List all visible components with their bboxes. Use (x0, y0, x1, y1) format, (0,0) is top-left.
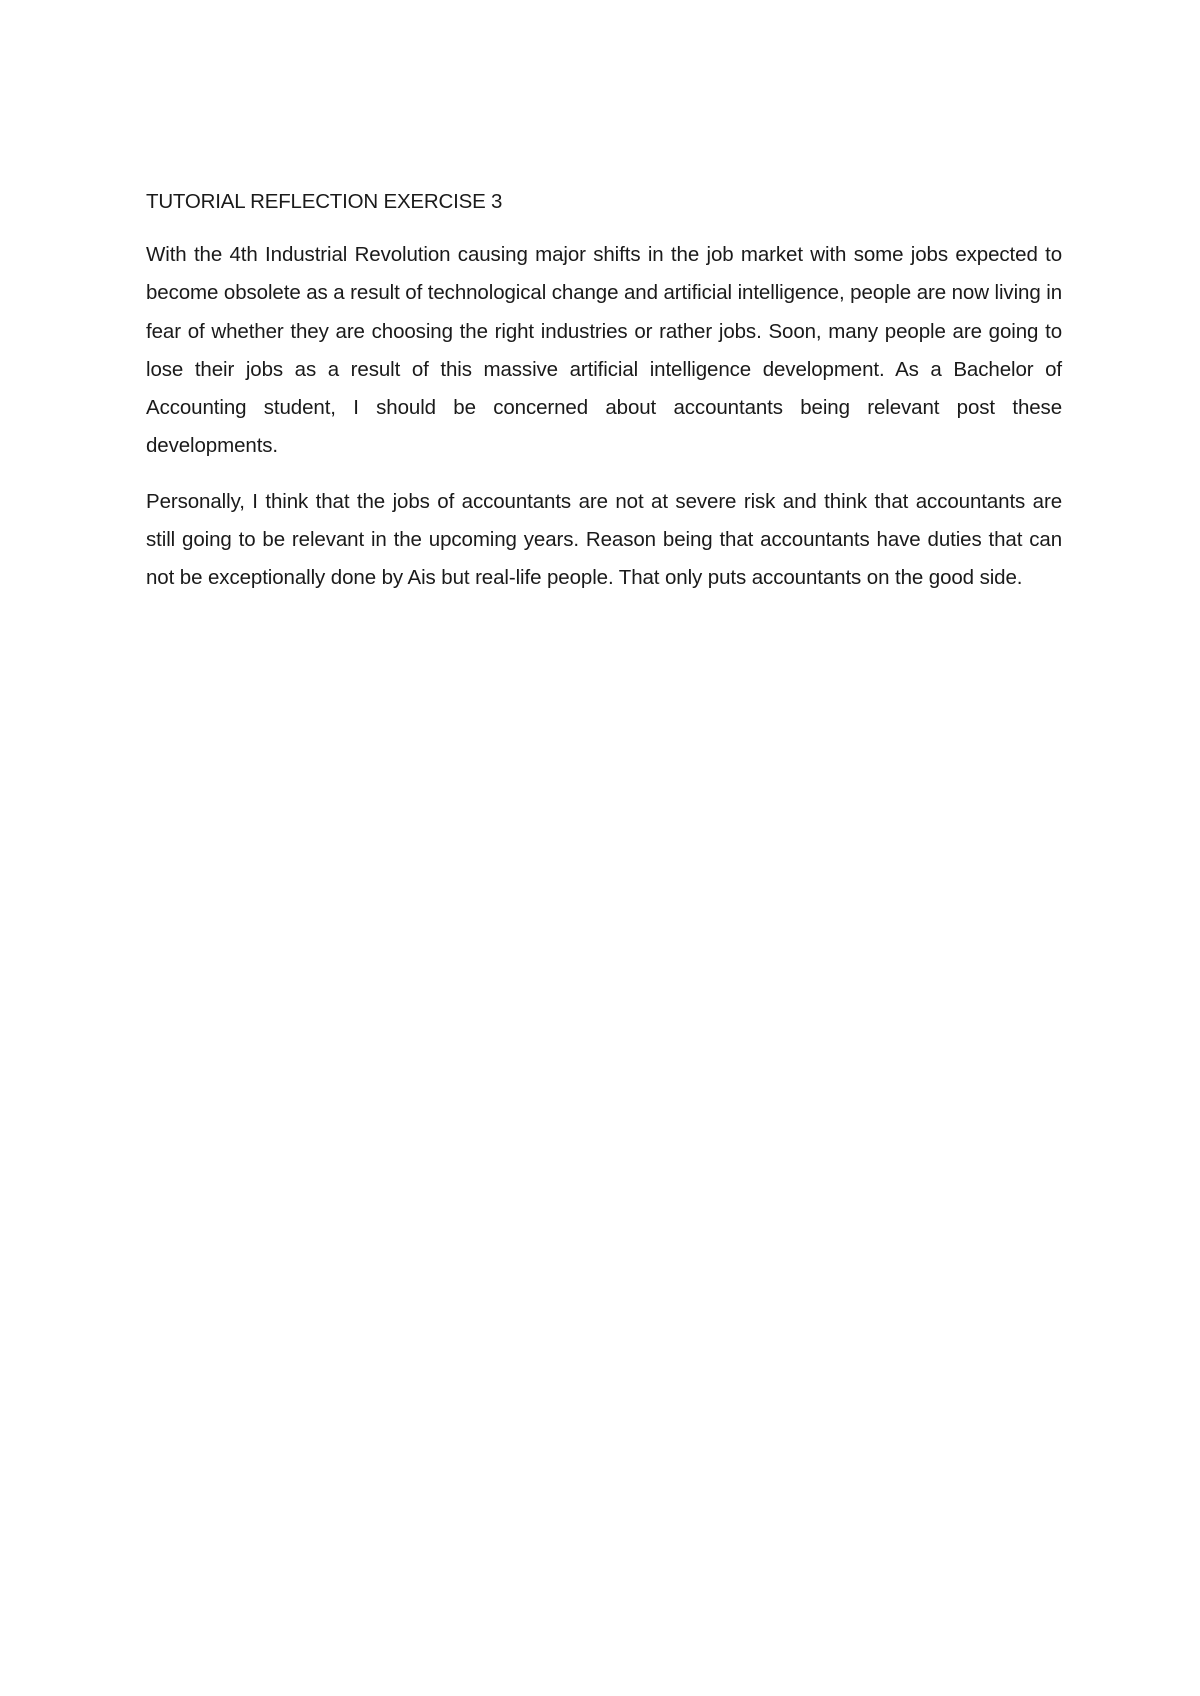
document-body (146, 186, 1062, 598)
document-title: TUTORIAL REFLECTION EXERCISE 3 (146, 190, 503, 213)
paragraph-1: With the 4th Industrial Revolution causing major shifts in the job market with some jobs expected to become obsolete as a result of technological change and artificial intelligence, people are now living in fear of whether they are choosing the right industries or rather jobs. Soon, many people are going to lose their jobs as a result of this massive artificial intelligence development. As a Bachelor of Accounting student, I should be concerned about accountants being relevant post these developments. (146, 243, 1062, 458)
paragraph-2: Personally, I think that the jobs of accountants are not at severe risk and think that accountants are still going to be relevant in the upcoming years. Reason being that accountants have duties that can not be exceptionally done by Ais but real-life people. That only puts accountants on the good side. (146, 489, 1062, 590)
